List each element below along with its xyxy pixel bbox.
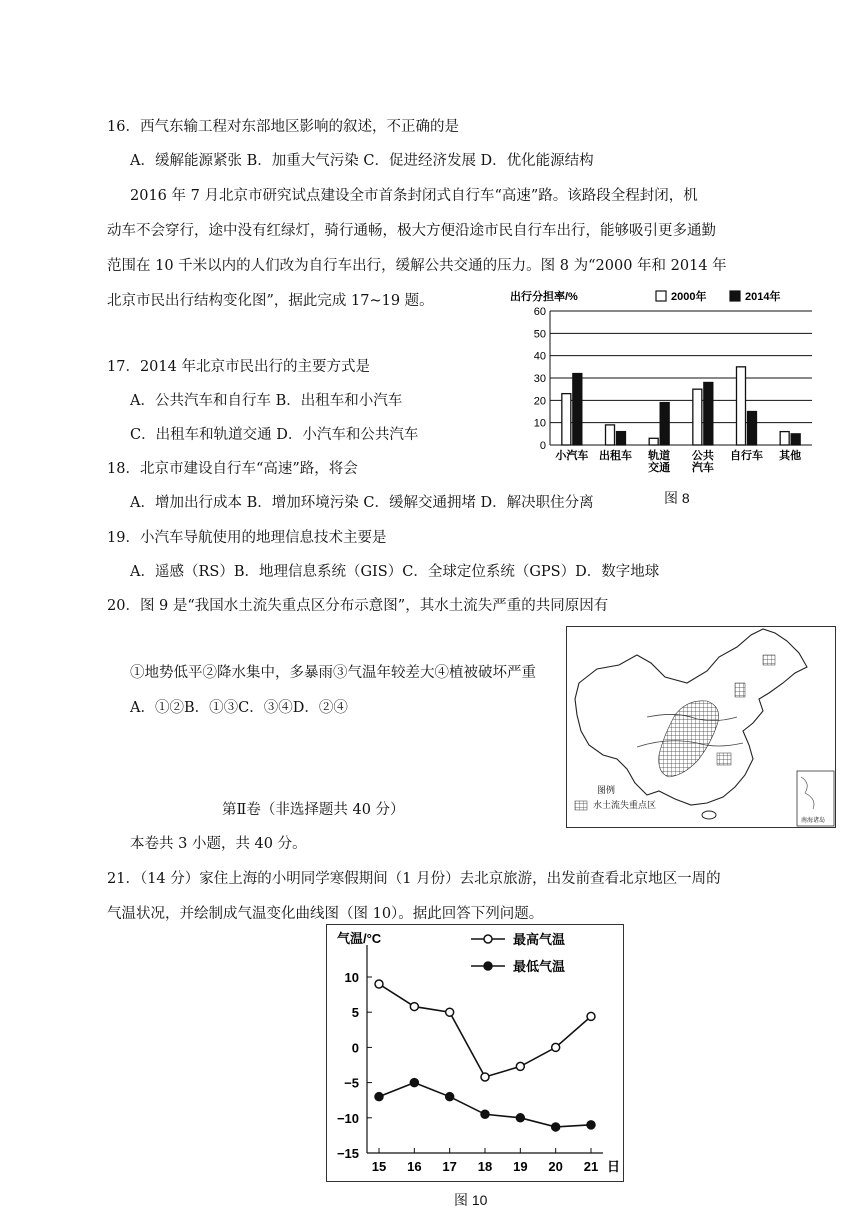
map-legend-label: 水土流失重点区 bbox=[593, 800, 657, 810]
y-tick-label: −10 bbox=[336, 1110, 359, 1126]
bar-2014年-公共汽车 bbox=[704, 382, 713, 445]
point-最低气温-15 bbox=[375, 1093, 383, 1101]
bar-2014年-其他 bbox=[791, 434, 800, 445]
y-tick-label: 30 bbox=[533, 373, 546, 385]
erosion-area-north bbox=[735, 683, 745, 697]
point-最高气温-18 bbox=[481, 1073, 489, 1081]
map-inset-label: 南海诸岛 bbox=[801, 818, 826, 824]
q19-stem: 19．小汽车导航使用的地理信息技术主要是 bbox=[107, 530, 387, 546]
point-最低气温-20 bbox=[552, 1123, 560, 1131]
q18-stem: 18．北京市建设自行车“高速”路，将会 bbox=[107, 461, 358, 477]
x-tick-label: 21 bbox=[583, 1159, 599, 1174]
y-axis-title: 出行分担率/% bbox=[510, 291, 578, 303]
y-tick-label: 20 bbox=[533, 395, 546, 408]
legend-label-最低气温: 最低气温 bbox=[513, 959, 566, 974]
legend-swatch-2014年 bbox=[730, 291, 740, 301]
bar-2000年-轨道交通 bbox=[649, 438, 658, 445]
point-最低气温-21 bbox=[587, 1121, 595, 1129]
legend-label-2000年: 2000年 bbox=[671, 291, 707, 303]
figure-8-caption: 图 8 bbox=[664, 490, 690, 506]
legend-swatch-2000年 bbox=[656, 291, 666, 301]
y-tick-label: 40 bbox=[533, 350, 546, 363]
x-tick-label-自行车: 自行车 bbox=[730, 450, 763, 462]
x-tick-label-公共汽车: 汽车 bbox=[691, 462, 714, 474]
y-tick-label: 0 bbox=[539, 440, 546, 452]
x-tick-label-其他: 其他 bbox=[779, 450, 802, 462]
x-tick-label: 20 bbox=[548, 1159, 563, 1174]
figure-8-bar-chart bbox=[508, 285, 818, 475]
figure-10-frame bbox=[326, 924, 624, 1182]
hainan-island bbox=[702, 811, 716, 819]
series-line-最低气温 bbox=[379, 1083, 591, 1127]
x-tick-label: 19 bbox=[513, 1159, 528, 1174]
passage-line-4: 北京市民出行结构变化图”，据此完成 17~19 题。 bbox=[107, 293, 434, 309]
legend-label-最高气温: 最高气温 bbox=[513, 932, 566, 947]
q20-stem: 20．图 9 是“我国水土流失重点区分布示意图”，其水土流失严重的共同原因有 bbox=[107, 598, 609, 614]
legend-label-2014年: 2014年 bbox=[745, 291, 781, 303]
x-tick-label: 18 bbox=[477, 1159, 493, 1174]
passage-line-3: 范围在 10 千米以内的人们改为自行车出行，缓解公共交通的压力。图 8 为“2000 年和 2014 年 bbox=[107, 258, 727, 274]
q17-stem: 17．2014 年北京市民出行的主要方式是 bbox=[107, 359, 370, 375]
x-tick-label: 17 bbox=[442, 1159, 457, 1174]
erosion-area-northeast bbox=[763, 655, 775, 665]
bar-2000年-出租车 bbox=[606, 425, 615, 445]
bar-2014年-小汽车 bbox=[573, 374, 582, 445]
x-tick-label: 15 bbox=[371, 1159, 387, 1174]
q16-stem: 16．西气东输工程对东部地区影响的叙述，不正确的是 bbox=[107, 119, 459, 135]
series-line-最高气温 bbox=[379, 984, 591, 1077]
q20-factors: ①地势低平②降水集中，多暴雨③气温年较差大④植被破坏严重 bbox=[130, 665, 536, 681]
bar-2014年-出租车 bbox=[617, 432, 626, 445]
q21-line-2: 气温状况，并绘制成气温变化曲线图（图 10）。据此回答下列问题。 bbox=[107, 906, 544, 922]
legend-marker-最高气温 bbox=[484, 935, 492, 943]
point-最高气温-21 bbox=[587, 1012, 595, 1020]
point-最低气温-19 bbox=[516, 1114, 524, 1122]
y-axis-title: 气温/°C bbox=[337, 931, 382, 946]
y-tick-label: 5 bbox=[351, 1005, 359, 1021]
q21-line-1: 21．（14 分）家住上海的小明同学寒假期间（1 月份）去北京旅游，出发前查看北京地区一周的 bbox=[107, 871, 721, 887]
x-axis-unit: 日 bbox=[607, 1159, 621, 1174]
point-最高气温-20 bbox=[552, 1043, 560, 1051]
x-tick-label-轨道交通: 轨道 bbox=[648, 450, 671, 462]
legend-swatch bbox=[575, 801, 587, 810]
china-map-graphic bbox=[567, 627, 835, 827]
section2-note: 本卷共 3 小题，共 40 分。 bbox=[130, 836, 307, 852]
bar-2000年-其他 bbox=[780, 432, 789, 445]
point-最高气温-17 bbox=[446, 1008, 454, 1016]
y-tick-label: −5 bbox=[344, 1075, 359, 1091]
figure-10-line-chart bbox=[327, 925, 623, 1181]
y-tick-label: 50 bbox=[533, 328, 546, 341]
map-legend-title: 图例 bbox=[597, 785, 616, 795]
x-tick-label-公共汽车: 公共 bbox=[691, 450, 714, 462]
point-最低气温-18 bbox=[481, 1110, 489, 1118]
y-tick-label: −15 bbox=[336, 1146, 359, 1161]
x-tick-label-出租车: 出租车 bbox=[599, 450, 632, 462]
q20-options: A．①②B．①③C．③④D．②④ bbox=[130, 700, 348, 716]
y-tick-label: 0 bbox=[351, 1040, 359, 1056]
x-tick-label-轨道交通: 交通 bbox=[648, 462, 671, 474]
bar-2014年-自行车 bbox=[748, 412, 757, 446]
q16-options: A．缓解能源紧张 B．加重大气污染 C．促进经济发展 D．优化能源结构 bbox=[130, 153, 594, 169]
erosion-area-south bbox=[717, 753, 731, 765]
bar-2000年-公共汽车 bbox=[693, 389, 702, 445]
q17-options-cd: C．出租车和轨道交通 D．小汽车和公共汽车 bbox=[130, 427, 419, 443]
bar-2000年-小汽车 bbox=[562, 394, 571, 445]
section2-title: 第Ⅱ卷（非选择题共 40 分） bbox=[222, 802, 405, 818]
q18-options: A．增加出行成本 B．增加环境污染 C．缓解交通拥堵 D．解决职住分离 bbox=[130, 495, 594, 511]
bar-2000年-自行车 bbox=[737, 367, 746, 445]
point-最高气温-16 bbox=[410, 1003, 418, 1011]
point-最低气温-17 bbox=[446, 1093, 454, 1101]
passage-line-2: 动车不会穿行，途中没有红绿灯，骑行通畅，极大方便沿途市民自行车出行，能够吸引更多通勤 bbox=[107, 223, 716, 239]
legend-marker-最低气温 bbox=[484, 962, 492, 970]
y-tick-label: 10 bbox=[533, 417, 546, 430]
figure-10-caption: 图 10 bbox=[454, 1192, 488, 1208]
x-tick-label: 16 bbox=[407, 1159, 422, 1174]
passage-line-1: 2016 年 7 月北京市研究试点建设全市首条封闭式自行车“高速”路。该路段全程封闭，机 bbox=[130, 188, 698, 204]
y-tick-label: 60 bbox=[533, 306, 546, 318]
q17-options-ab: A．公共汽车和自行车 B．出租车和小汽车 bbox=[130, 393, 403, 409]
point-最高气温-19 bbox=[516, 1062, 524, 1070]
bar-2014年-轨道交通 bbox=[660, 403, 669, 445]
point-最高气温-15 bbox=[375, 980, 383, 988]
x-tick-label-小汽车: 小汽车 bbox=[555, 450, 589, 462]
point-最低气温-16 bbox=[410, 1079, 418, 1087]
y-tick-label: 10 bbox=[344, 970, 359, 985]
q19-options: A．遥感（RS）B．地理信息系统（GIS）C．全球定位系统（GPS）D．数字地球 bbox=[130, 564, 660, 580]
figure-9-map bbox=[566, 626, 836, 828]
